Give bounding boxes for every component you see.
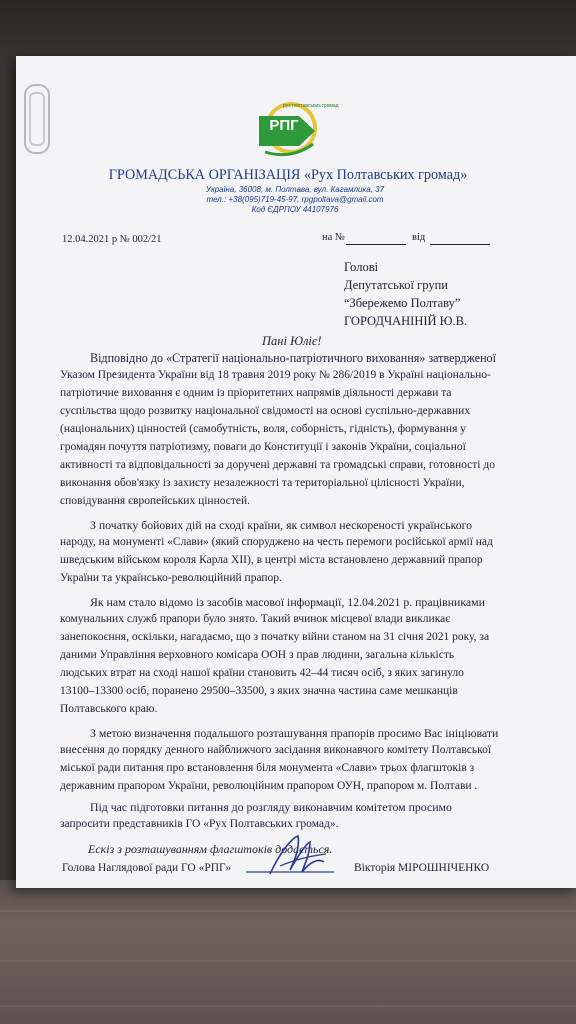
body-line: комунальних служб прапори було знято. Такий вчинок місцевої влади викликає bbox=[60, 613, 451, 625]
body-line: активності та відповідальності за доручені державні та громадські справи, готовності до bbox=[60, 459, 495, 471]
attachment-note: Ескіз з розташуванням флагштоків додається. bbox=[88, 842, 333, 856]
body-line: громадян почуття патріотизму, поваги до Конституції і законів України, соціальної bbox=[60, 441, 466, 453]
body-line: народу, на монументі «Слави» (який споруджено на честь перемоги російської армії над bbox=[60, 536, 493, 548]
body-line: Відповідно до «Стратегії національно-патріотичного виховання» затвердженої bbox=[90, 351, 496, 365]
body-line: виконання обов'язку із захисту незалежності та територіальної цілісності України, bbox=[60, 477, 465, 489]
reference-vid-label: від bbox=[412, 232, 426, 243]
desk-grain-line bbox=[0, 960, 576, 962]
logo-small-text: рух полтавських громад bbox=[283, 103, 339, 109]
desk-grain-line bbox=[0, 1005, 576, 1007]
organization-contact: тел.: +38(095)719-45-97, rpgpoltava@gmail.com bbox=[206, 195, 384, 204]
body-line: (національних) цінностей (самобутність, воля, соборність, гідність), формування у bbox=[60, 423, 467, 435]
body-line: державним прапором України, революційним прапором ОУН, прапором м. Полтави . bbox=[60, 780, 478, 792]
paper-clip-inner bbox=[29, 92, 45, 146]
reference-number-blank bbox=[346, 244, 406, 245]
desk-background-bottom bbox=[0, 880, 576, 1024]
signatory-name: Вікторія МІРОШНІЧЕНКО bbox=[354, 862, 490, 874]
body-line: 13100–13300 осіб, поранено 29500–33500, з яких значна частина саме мешканців bbox=[60, 685, 458, 697]
handwritten-signature bbox=[240, 832, 350, 880]
body-line: шведським військом короля Карла XII), в центрі міста встановлено державний прапор bbox=[60, 554, 483, 566]
logo-text: РПГ bbox=[269, 117, 299, 134]
organization-address: Україна, 36008, м. Полтава, вул. Кагамлика, 37 bbox=[205, 185, 385, 194]
body-line: внесення до порядку денного найближчого засідання виконавчого комітету Полтавської bbox=[60, 744, 492, 756]
desk-grain-line bbox=[0, 910, 576, 912]
body-line: людських втрат на сході нашої країни становить 42–44 тисяч осіб, з яких загинуло bbox=[60, 667, 464, 679]
body-line: З початку бойових дій на сході країни, як символ нескореності українського bbox=[90, 518, 473, 532]
body-line: Указом Президента України від 18 травня 2019 року № 286/2019 в Україні національно- bbox=[60, 369, 491, 381]
addressee-line: ГОРОДЧАНІНІЙ Ю.В. bbox=[344, 314, 468, 328]
addressee-line: Депутатської групи bbox=[344, 278, 448, 292]
addressee-line: “Збережемо Полтаву” bbox=[344, 296, 461, 310]
body-line: України та українсько-революційний прапор. bbox=[60, 572, 282, 584]
date-and-number: 12.04.2021 р № 002/21 bbox=[62, 234, 162, 245]
body-line: даними Управління верховного комісара ООН з прав людини, загальна кількість bbox=[60, 649, 455, 661]
salutation: Пані Юліє! bbox=[262, 334, 322, 348]
body-line: сповідування європейських цінностей. bbox=[60, 495, 251, 507]
addressee-line: Голові bbox=[344, 260, 379, 274]
organization-code: Код ЄДРПОУ 44107976 bbox=[251, 205, 339, 214]
body-line: суспільства щодо розвитку національної свідомості на основі суспільно-державних bbox=[60, 405, 471, 417]
body-line: запросити представників ГО «Рух Полтавських громад». bbox=[60, 818, 339, 830]
body-line: Полтавського краю. bbox=[60, 703, 158, 715]
signatory-position: Голова Наглядової ради ГО «РПГ» bbox=[62, 862, 232, 874]
reference-na-label: на № bbox=[322, 232, 345, 243]
body-line: Під час підготовки питання до розгляду виконавчим комітетом просимо bbox=[90, 800, 452, 814]
body-line: занепокоєння, оскільки, нагадаємо, що з початку війни станом на 31 січня 2021 року, за bbox=[60, 631, 490, 643]
body-line: З метою визначення подальшого розташування прапорів просимо Вас ініціювати bbox=[90, 726, 499, 740]
body-line: Як нам стало відомо із засобів масової інформації, 12.04.2021 р. працівниками bbox=[90, 595, 485, 609]
reference-date-blank bbox=[430, 244, 490, 245]
organization-name: ГРОМАДСЬКА ОРГАНІЗАЦІЯ «Рух Полтавських громад» bbox=[108, 167, 468, 183]
body-line: патріотичне виховання є одним із пріоритетних напрямів діяльності держави та bbox=[60, 387, 452, 399]
body-line: міської ради питання про встановлення біля монумента «Слави» трьох флагштоків з bbox=[60, 762, 475, 774]
